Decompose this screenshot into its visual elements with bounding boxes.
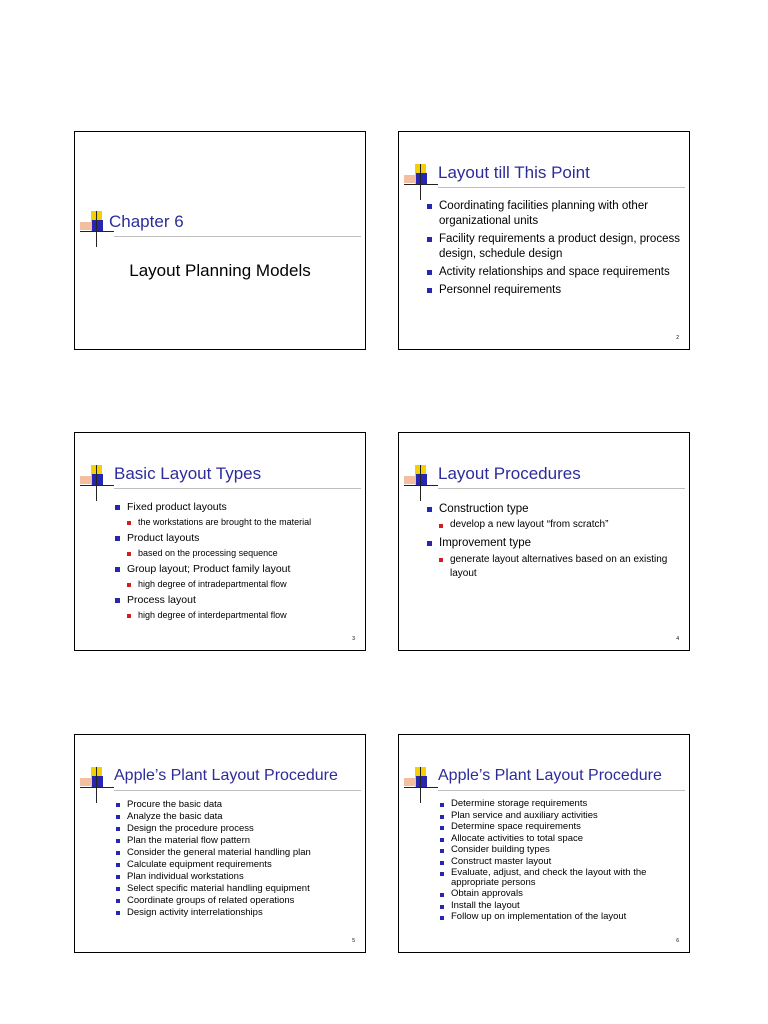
bullet: Plan service and auxiliary activities [440, 811, 685, 822]
bullet: Product layouts [115, 531, 361, 546]
slide-title: Basic Layout Types [114, 464, 262, 483]
title-rule [438, 488, 685, 489]
bullet: Analyze the basic data [116, 811, 361, 822]
bullet: Consider building types [440, 845, 685, 856]
bullet: Determine space requirements [440, 822, 685, 833]
bullet: Consider the general material handling plan [116, 847, 361, 858]
slide-2 [398, 131, 690, 350]
bullet: Procure the basic data [116, 799, 361, 810]
bullet: Activity relationships and space requirements [427, 265, 690, 280]
page-number: 5 [352, 938, 355, 944]
bullet: Plan the material flow pattern [116, 835, 361, 846]
sub-bullet: the workstations are brought to the material [127, 516, 361, 528]
title-rule [438, 187, 685, 188]
slide-title: Layout Procedures [438, 464, 581, 483]
chapter-subtitle: Layout Planning Models [129, 261, 311, 280]
title-rule [114, 488, 361, 489]
slide-body [427, 502, 689, 584]
slide-logo-icon [80, 465, 114, 501]
slide-body [115, 500, 365, 624]
bullet: Install the layout [440, 901, 685, 912]
bullet: Determine storage requirements [440, 799, 685, 810]
bullet: Allocate activities to total space [440, 834, 685, 845]
slide-6 [398, 734, 690, 953]
bullet: Obtain approvals [440, 889, 685, 900]
slide-title: Apple’s Plant Layout Procedure [438, 767, 662, 784]
bullet: Process layout [115, 593, 361, 608]
slide-logo-icon [404, 465, 438, 501]
bullet: Construct master layout [440, 857, 685, 868]
bullet: Personnel requirements [427, 283, 690, 298]
slide-body [399, 199, 689, 301]
page-number: 4 [676, 636, 679, 642]
slide-logo-icon [404, 767, 438, 803]
bullet: Calculate equipment requirements [116, 859, 361, 870]
sub-bullet: based on the processing sequence [127, 547, 361, 559]
bullet: Select specific material handling equipment [116, 883, 361, 894]
slide-3 [74, 432, 366, 651]
title-rule [438, 790, 685, 791]
slide-title: Layout till This Point [438, 163, 590, 182]
bullet: Coordinate groups of related operations [116, 895, 361, 906]
slide-title: Apple’s Plant Layout Procedure [114, 767, 338, 784]
bullet: Design activity interrelationships [116, 907, 361, 918]
bullet: Evaluate, adjust, and check the layout with the appropriate persons [440, 868, 671, 888]
page-number: 3 [352, 636, 355, 642]
slide-5 [74, 734, 366, 953]
bullet: Coordinating facilities planning with other organizational units [427, 199, 690, 229]
bullet: Fixed product layouts [115, 500, 361, 515]
slide-body [116, 799, 365, 919]
sub-bullet: develop a new layout “from scratch” [439, 519, 685, 531]
title-rule [114, 236, 361, 237]
bullet: Design the procedure process [116, 823, 361, 834]
bullet: Facility requirements a product design, process design, schedule design [427, 232, 690, 262]
bullet: Plan individual workstations [116, 871, 361, 882]
sub-bullet: generate layout alternatives based on an existing layout [439, 553, 675, 581]
bullet: Improvement type [427, 536, 685, 551]
sub-bullet: high degree of interdepartmental flow [127, 609, 361, 621]
slide-1 [74, 131, 366, 350]
bullet: Construction type [427, 502, 685, 517]
page-number: 2 [676, 335, 679, 341]
title-rule [114, 790, 361, 791]
slide-logo-icon [80, 767, 114, 803]
slide-body [440, 799, 689, 924]
slide-logo-icon [404, 164, 438, 200]
sub-bullet: high degree of intradepartmental flow [127, 578, 361, 590]
chapter-title: Chapter 6 [109, 212, 184, 231]
slide-4 [398, 432, 690, 651]
bullet: Group layout; Product family layout [115, 562, 361, 577]
bullet: Follow up on implementation of the layout [440, 912, 685, 923]
page-number: 6 [676, 938, 679, 944]
